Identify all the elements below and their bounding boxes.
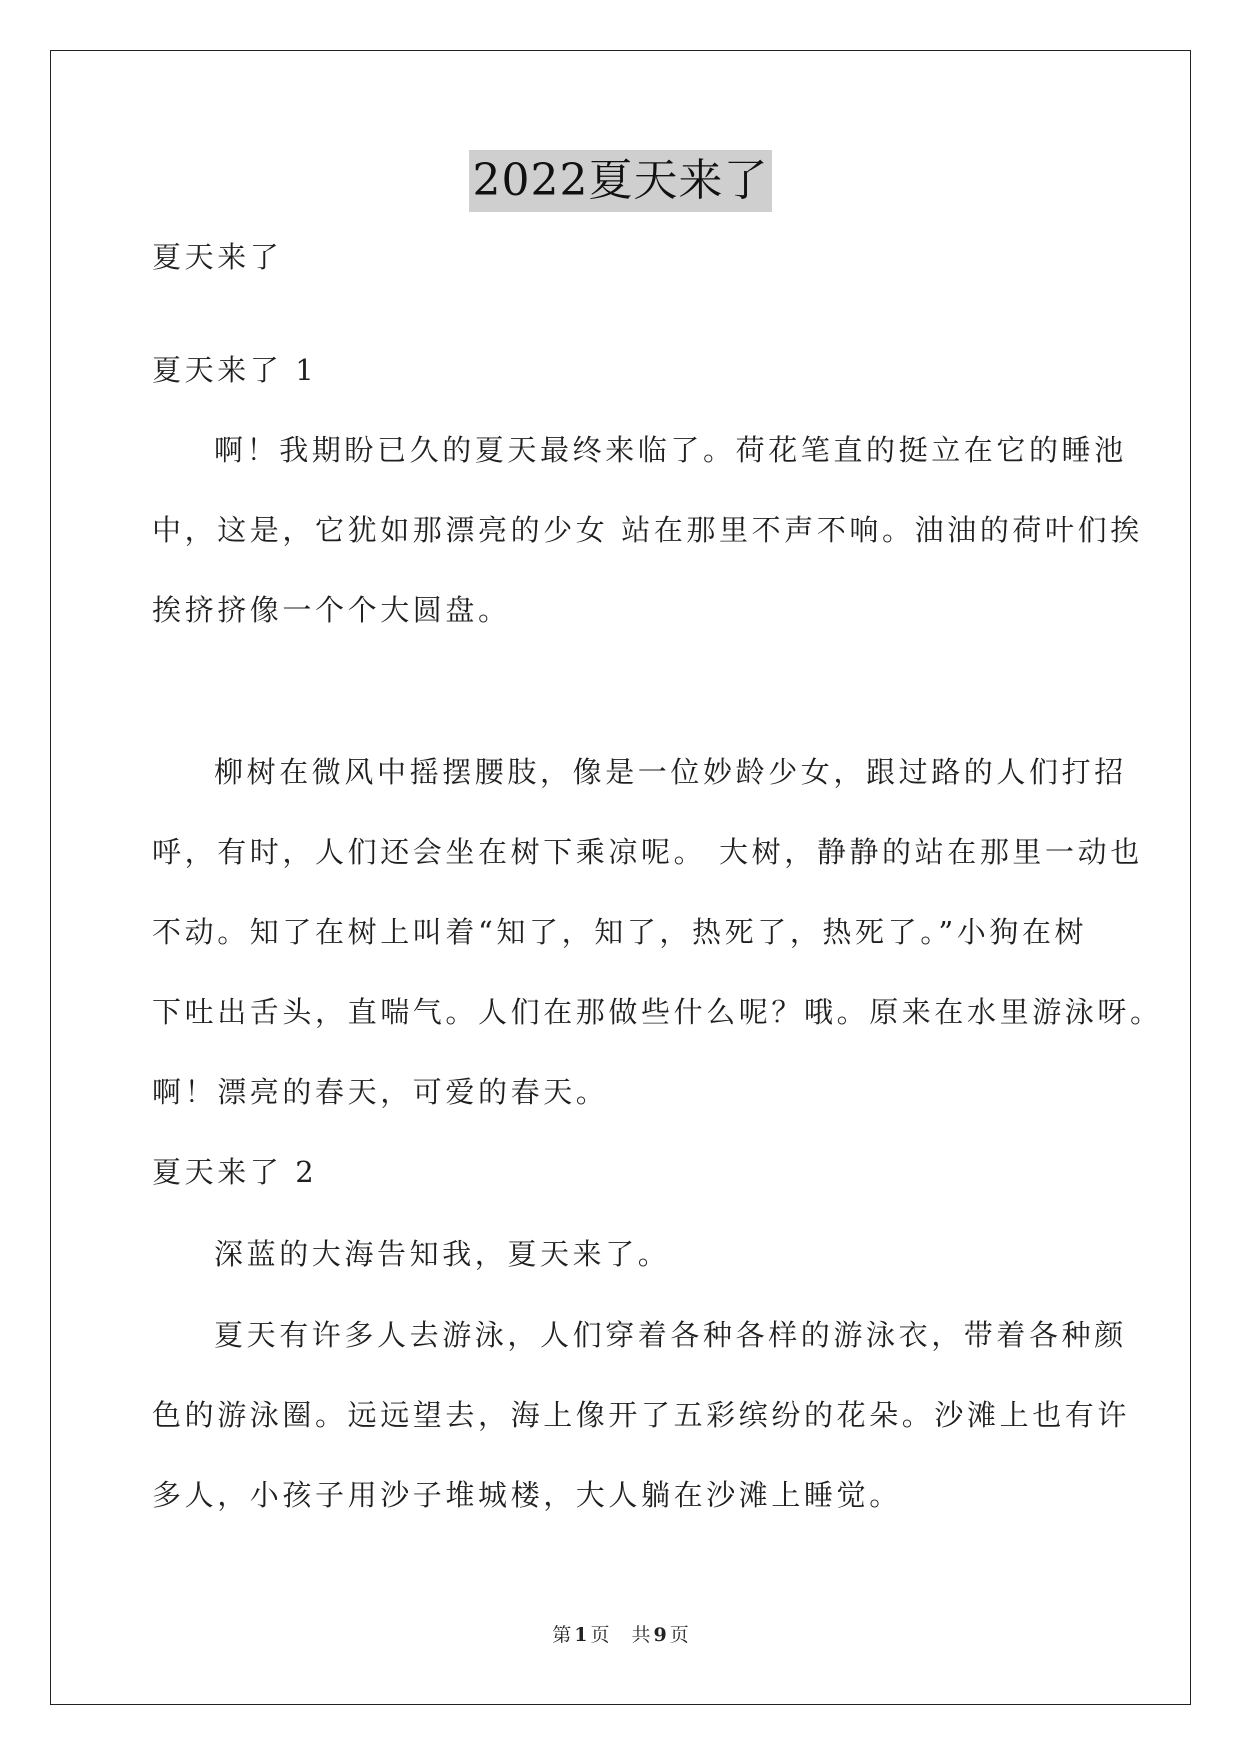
text-line: 色的游泳圈。远远望去，海上像开了五彩缤纷的花朵。沙滩上也有许 — [152, 1398, 1131, 1432]
text-line: 呼，有时，人们还会坐在树下乘凉呢。 大树，静静的站在那里一动也 — [152, 835, 1143, 869]
section2-heading: 夏天来了 2 — [152, 1155, 318, 1189]
text-line: 夏天有许多人去游泳，人们穿着各种各样的游泳衣，带着各种颜 — [214, 1318, 1127, 1352]
page-current: 1 — [574, 1624, 588, 1646]
text-line: 下吐出舌头，直喘气。人们在那做些什么呢？哦。原来在水里游泳呀。 — [152, 995, 1163, 1029]
text-line: 不动。知了在树上叫着“知了，知了，热死了，热死了。”小狗在树 — [152, 915, 1088, 949]
page-border — [50, 50, 1191, 1705]
total-unit: 页 — [669, 1624, 689, 1646]
section1-heading: 夏天来了 1 — [152, 353, 318, 387]
text-line: 啊！漂亮的春天，可爱的春天。 — [152, 1075, 609, 1109]
document-title: 2022夏天来了 — [469, 150, 773, 212]
text-line: 柳树在微风中摇摆腰肢，像是一位妙龄少女，跟过路的人们打招 — [214, 755, 1127, 789]
total-prefix: 共 — [631, 1624, 651, 1646]
text-line: 挨挤挤像一个个大圆盘。 — [152, 593, 511, 627]
page-total: 9 — [653, 1624, 667, 1646]
title-container — [0, 150, 1241, 212]
text-line: 啊！我期盼已久的夏天最终来临了。荷花笔直的挺立在它的睡池 — [214, 433, 1127, 467]
page-prefix: 第 — [552, 1624, 572, 1646]
heading-main: 夏天来了 — [152, 240, 283, 274]
text-line: 中，这是，它犹如那漂亮的少女 站在那里不声不响。油油的荷叶们挨 — [152, 513, 1143, 547]
text-line: 深蓝的大海告知我，夏天来了。 — [214, 1237, 671, 1271]
page-unit: 页 — [590, 1624, 610, 1646]
page-footer — [0, 1620, 1241, 1647]
text-line: 多人，小孩子用沙子堆城楼，大人躺在沙滩上睡觉。 — [152, 1478, 902, 1512]
